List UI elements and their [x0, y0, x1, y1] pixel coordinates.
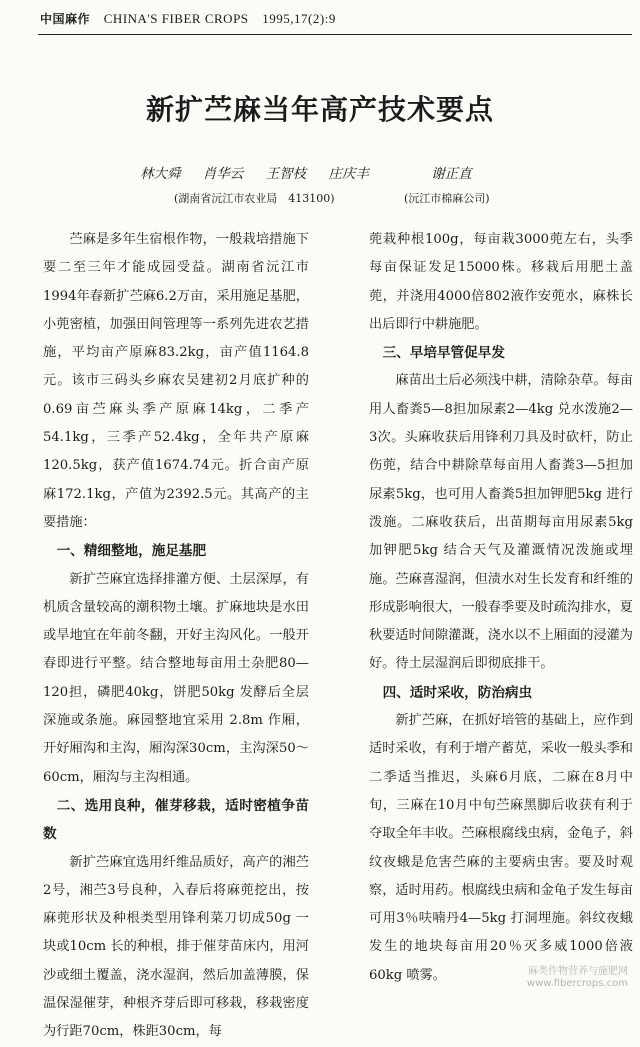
author-name: 庄庆丰: [328, 166, 369, 182]
journal-header: [40, 10, 630, 27]
site-watermark: [527, 966, 628, 990]
author-name: 肖华云: [202, 166, 244, 182]
journal-issue: 1995,17(2):9: [262, 11, 336, 26]
section-1-heading: 一、精细整地，施足基肥: [56, 543, 207, 560]
left-column: [43, 226, 309, 1047]
affiliation-right: (沅江市棉麻公司): [404, 192, 490, 205]
section-1-paragraph: 新扩苎麻宜选择排灌方便、土层深厚，有机质含量较高的潮积物土壤。扩麻地块是水田 或旱地宜在年前冬翻，开好主沟风化。一般开春即进行平整。结合整地每亩用土杂肥80—120担，磷肥40kg，饼肥50kg 发酵后全层深施或条施。麻园整地宜采用 2.8m 作厢，开好厢沟和主沟，厢沟深30cm，主沟深50～60cm，厢沟与主沟相通。: [43, 571, 309, 785]
author-list: [140, 162, 620, 182]
article-title: 新扩苎麻当年高产技术要点: [145, 93, 494, 126]
author-name: 林大舜: [140, 166, 181, 182]
journal-name-cn: 中国麻作: [40, 12, 91, 26]
section-3-paragraph: 麻苗出土后必须浅中耕，清除杂草。每亩用人畜粪5—8担加尿素2—4kg 兑水泼施2—3次。头麻收获后用锋利刀具及时砍杆，防止伤蔸，结合中耕除草每亩用人畜粪3—5担加尿素5kg，也可用人畜粪5担加钾肥5kg 进行泼施。二麻收获后，出苗期每亩用尿素5kg 加钾肥5kg 结合天气及灌溉情况泼施或埋施。苎麻喜湿润，但渍水对生长发育和纤维的形成影响很大，一般春季要及时疏沟排水，夏秋要适时间隙灌溉，浇水以不上厢面的浸灌为好。待土层湿润后即彻底排干。: [369, 373, 633, 672]
affiliation-left: (湖南省沅江市农业局 413100): [174, 192, 335, 205]
author-name: 王智枝: [265, 166, 307, 182]
right-column: [369, 226, 633, 990]
section-2-continuation: 蔸栽种根100g，每亩栽3000蔸左右，头季每亩保证发足15000株。移栽后用肥土盖蔸，并浇用4000倍802液作安蔸水，麻株长出后即行中耕施肥。: [369, 232, 633, 332]
journal-name-en: CHINA'S FIBER CROPS: [103, 11, 249, 26]
header-rule: [38, 34, 632, 35]
section-4-paragraph: 新扩苎麻，在抓好培管的基础上，应作到适时采收，有利于增产蓄苋，采收一般头季和二季适当推迟，头麻6月底，二麻在8月中旬，三麻在10月中旬苎麻黑脚后收获有利于夺取全年丰收。苎麻根腐线虫病，金龟子，斜纹夜蛾是危害苎麻的主要病虫害。要及时观察，适时用药。根腐线虫病和金龟子发生每亩可用3％呋喃丹4—5kg 打洞埋施。斜纹夜蛾发生的地块每亩用20％灭多威1000倍液60kg 喷雾。: [369, 713, 633, 983]
intro-paragraph: 苎麻是多年生宿根作物，一般栽培措施下要二至三年才能成园受益。湖南省沅江市1994年春新扩苎麻6.2万亩，采用施足基肥，小蔸密植，加强田间管理等一系列先进农艺措施，平均亩产原麻83.2kg，亩产值1164.8元。该市三码头乡麻农吴建初2月底扩种的0.69亩苎麻头季产原麻14kg，二季产54.1kg，三季产52.4kg，全年共产原麻120.5kg，获产值1674.74元。折合亩产原麻172.1kg，产值为2392.5元。其高产的主要措施：: [43, 232, 309, 530]
section-2-heading: 二、选用良种，催芽移栽，适时密植争苗数: [43, 797, 309, 843]
watermark-line: 麻类作物营养与施肥网: [528, 966, 628, 977]
section-2-paragraph: 新扩苎麻宜选用纤维品质好，高产的湘苎2号，湘苎3号良种，入春后将麻蔸挖出，按麻蔸形状及种根类型用锋利菜刀切成50g 一块或10cm 长的种根，排于催芽苗床内，用河沙或细土覆盖，浇水湿润，然后加盖薄膜，保温保湿催芽，种根齐芽后即可移栽，移栽密度为行距70cm，株距30cm，每: [43, 854, 309, 1040]
watermark-url: www.fibercrops.com: [526, 978, 628, 989]
author-name: 谢正直: [431, 166, 472, 182]
section-3-heading: 三、早培早管促早发: [382, 345, 505, 362]
section-4-heading: 四、适时采收，防治病虫: [382, 684, 533, 701]
